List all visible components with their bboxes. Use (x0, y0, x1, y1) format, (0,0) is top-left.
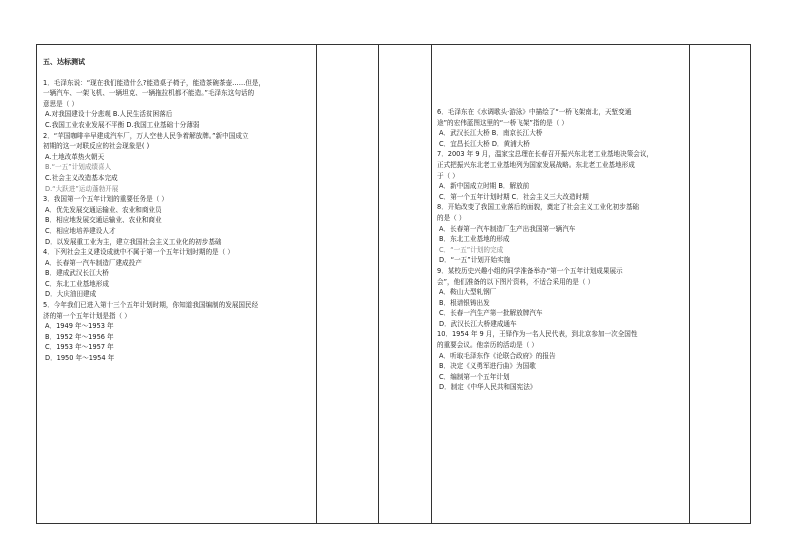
answer-option: C．“一五”计划的完成 (439, 245, 504, 254)
answer-option: B．建成武汉长江大桥 (45, 269, 109, 278)
answer-option: C．长春一汽生产第一批解放牌汽车 (439, 309, 543, 318)
answer-option: A．新中国成立时期 B．解放前 (439, 182, 530, 191)
question-text: 2．“苹国咖啡辛早建成汽车厂，万人空巷人民争着解放牌。”新中国成立 (43, 131, 249, 140)
question-text: 济的第一个五年计划是指（ ） (43, 311, 131, 320)
section-title: 五、达标测试 (43, 58, 85, 66)
question-text: 的重要会议。他亲历的活动是（ ） (437, 341, 539, 350)
question-text: 意思是（ ） (43, 99, 79, 108)
answer-option: C．东北工业基地形成 (45, 279, 109, 288)
column-divider (431, 45, 432, 523)
spacer (43, 68, 313, 78)
answer-option: D．大庆油田建成 (45, 290, 97, 299)
answer-option: A.对我国建设十分悲观 B.人民生活贫困落后 (45, 110, 173, 119)
question-text: 会”，他们准备的以下图片资料，不适合采用的是（ ） (437, 277, 595, 286)
answer-option: D．“一五”计划开始实施 (439, 256, 511, 265)
answer-option: B．1952 年～1956 年 (45, 332, 114, 341)
question-text: 3．我国第一个五年计划的重要任务是（ ） (43, 195, 168, 204)
answer-option: D．武汉长江大桥建成通车 (439, 319, 517, 328)
question-text: 6．毛泽东在《水调歌头·游泳》中描绘了“一桥飞架南北，天堑变通 (437, 108, 632, 116)
question-text: 正式把振兴东北老工业基地列为国家发展战略。东北老工业基地形成 (437, 160, 635, 169)
column-divider (316, 45, 317, 523)
answer-option: D.“大跃进”运动蓬勃开展 (45, 184, 119, 193)
question-text: 9．某校历史兴趣小组的同学准备举办“第一个五年计划成果展示 (437, 266, 623, 275)
answer-option: A．武汉长江大桥 B．南京长江大桥 (439, 129, 543, 138)
answer-option: D．1950 年～1954 年 (45, 354, 115, 363)
question-text: 1．毛泽东说：“现在我们能造什么?能造桌子椅子，能造茶碗茶壶……但是， (43, 78, 266, 87)
answer-option: C．编制第一个五年计划 (439, 372, 510, 381)
answer-option: A．1949 年～1953 年 (45, 322, 114, 331)
question-text: 的是（ ） (437, 213, 466, 222)
left-question-column (43, 57, 313, 364)
answer-option: B．相应地发展交通运输业、农业和商业 (45, 216, 162, 225)
answer-option: A．长春第一汽车制造厂生产出我国第一辆汽车 (439, 224, 576, 233)
answer-option: A.土地改革热火朝天 (45, 152, 105, 161)
answer-option: B．根谱银铸出发 (439, 298, 490, 307)
question-text: 途”的宏伟蓝图这里的“一桥飞架”指的是（ ） (437, 118, 569, 127)
question-text: 于（ ） (437, 171, 459, 180)
answer-option: C．1953 年～1957 年 (45, 343, 114, 352)
question-text: 7．2003 年 9 月，温家宝总理在长春召开振兴东北老工业基地决策会议， (437, 150, 654, 159)
answer-option: C．相应地培养建设人才 (45, 226, 116, 235)
question-text: 5．今年我们已进入第十三个五年计划时期，你知道我国编制的发展国民经 (43, 301, 259, 310)
answer-option: A．听取毛泽东作《论联合政府》的报告 (439, 351, 556, 360)
answer-option: B．东北工业基地的形成 (439, 235, 510, 244)
answer-option: B.“一五”计划成绩喜人 (45, 163, 112, 172)
question-text: 一辆汽车、一架飞机、一辆坦克、一辆拖拉机都不能造。”毛泽东这句话的 (43, 89, 255, 98)
answer-option: D．以发展重工业为主，建立我国社会主义工业化的初步基础 (45, 237, 222, 246)
answer-option: C．宜昌长江大桥 D．黄浦大桥 (439, 139, 530, 148)
answer-option: A．鞍山大型轧钢厂 (439, 288, 497, 297)
worksheet-table (36, 44, 751, 524)
answer-option: B．决定《义勇军进行曲》为国歌 (439, 362, 536, 371)
answer-option: A．优先发展交通运输业、农业和商业员 (45, 205, 162, 214)
column-divider (378, 45, 379, 523)
answer-option: D．制定《中华人民共和国宪法》 (439, 383, 537, 392)
answer-option: C.我国工业农业发展不平衡 D.我国工业基础十分薄弱 (45, 120, 200, 129)
question-text: 10．1954 年 9 月，王铎作为一名人民代表，到北京参加一次全国性 (437, 330, 638, 339)
answer-option: C．第一个五年计划时期 C．社会主义三大改造时期 (439, 192, 589, 201)
answer-option: A．长春第一汽车制造厂建成投产 (45, 258, 142, 267)
question-text: 初期的这一对联反应的社会现象是( ) (43, 142, 150, 151)
right-question-column (437, 107, 687, 393)
question-text: 4．下列社会主义建设成就中不属于第一个五年计划时期的是（ ） (43, 248, 234, 257)
column-divider (689, 45, 690, 523)
question-text: 8．开始改变了我国工业落后的面貌，奠定了社会主义工业化初步基础 (437, 203, 640, 212)
answer-option: C.社会主义改造基本完成 (45, 173, 118, 182)
